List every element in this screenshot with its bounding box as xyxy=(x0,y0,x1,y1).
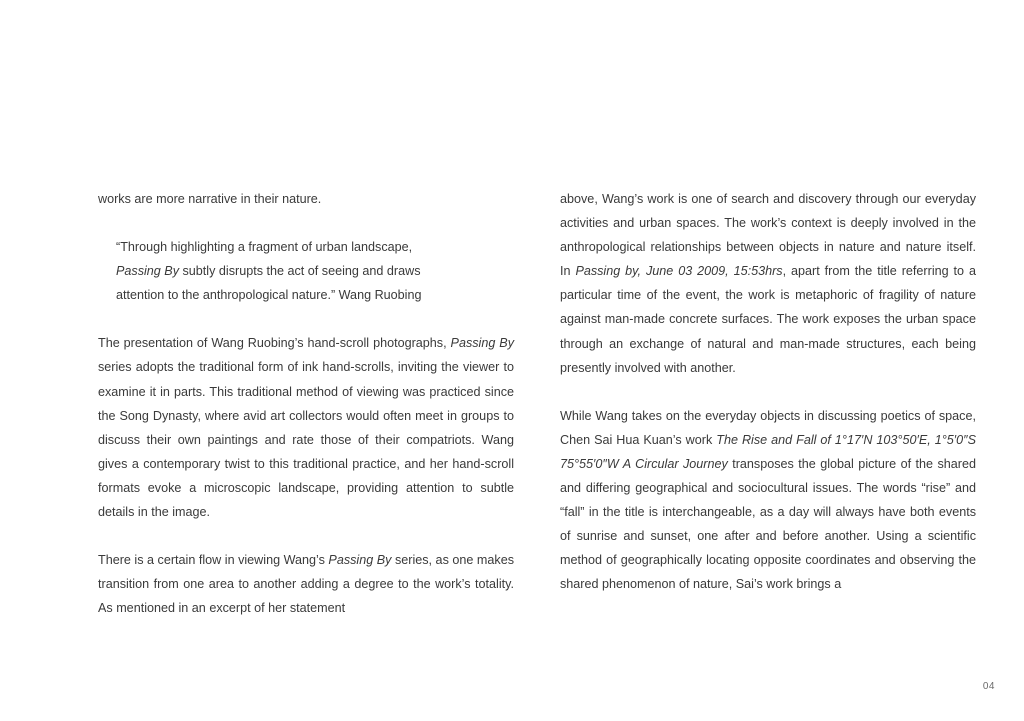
quote-line-2 xyxy=(98,259,514,283)
quote-work-title: Passing By xyxy=(116,264,179,279)
quote-line-3 xyxy=(98,283,514,307)
block-quote xyxy=(98,235,514,307)
paragraph-text: series adopts the traditional form of ink hand-scrolls, inviting the viewer to examine it in parts. This traditional method of viewing was practiced since the Song Dynasty, where avid art collectors would often meet in groups to discuss their own paintings and rate those of their compatriots. Wang gives a contemporary twist to this traditional practice, and her hand-scroll formats evoke a microscopic landscape, providing attention to subtle details in the image. xyxy=(98,360,514,520)
paragraph-text: While Wang takes on the everyday objects in discussing poetics of space, Chen Sai Hua Kuan’s work xyxy=(560,408,976,447)
spacer xyxy=(98,211,514,235)
right-column xyxy=(560,187,976,597)
left-column xyxy=(98,187,514,620)
spacer xyxy=(98,307,514,331)
paragraph-text: The presentation of Wang Ruobing’s hand-scroll photographs, xyxy=(98,336,451,351)
paragraph-presentation xyxy=(98,331,514,524)
paragraph-text: There is a certain flow in viewing Wang’s xyxy=(98,553,329,568)
paragraph-text: series, as one makes transition from one area to another adding a degree to the work’s totality. As mentioned in an excerpt of her statement xyxy=(98,553,514,616)
paragraph-flow xyxy=(98,548,514,620)
work-title: Passing By xyxy=(328,553,392,568)
paragraph-chen xyxy=(560,404,976,597)
spacer xyxy=(98,524,514,548)
quote-text-1: “Through highlighting a fragment of urban landscape, xyxy=(116,240,413,255)
quote-line-1 xyxy=(98,235,514,259)
paragraph-text: transposes the global picture of the shared and differing geographical and sociocultural issues. The words “rise” and “fall” in the title is interchangeable, as a day will always have both events of sunrise and sunset, one after and before another. Using a scientific method of geographically locating opposite coordinates and observing the shared phenomenon of nature, Sai’s work brings a xyxy=(560,456,976,592)
paragraph-text: above, Wang’s work is one of search and discovery through our everyday activities and urban spaces. The work’s context is deeply involved in the anthropological relationships between objects in nature and nature itself. In xyxy=(560,192,976,279)
opening-line: works are more narrative in their nature. xyxy=(98,192,322,206)
work-title: The Rise and Fall of 1°17′N 103°50′E, 1°5′0″S 75°55′0″W A Circular Journey xyxy=(560,432,976,471)
paragraph-continue xyxy=(560,187,976,380)
work-title: Passing By xyxy=(450,336,515,351)
paragraph-text: , apart from the title referring to a particular time of the event, the work is metaphoric of fragility of nature against man-made concrete surfaces. The work exposes the urban space through an exchange of natural and man-made structures, each being presently involved with another. xyxy=(560,264,976,375)
page-number: 04 xyxy=(982,681,995,692)
spacer xyxy=(560,380,976,404)
quote-text-3: attention to the anthropological nature.” Wang Ruobing xyxy=(116,288,422,303)
work-title: Passing by, June 03 2009, 15:53hrs xyxy=(575,264,783,279)
quote-text-2: subtly disrupts the act of seeing and draws xyxy=(179,264,421,279)
